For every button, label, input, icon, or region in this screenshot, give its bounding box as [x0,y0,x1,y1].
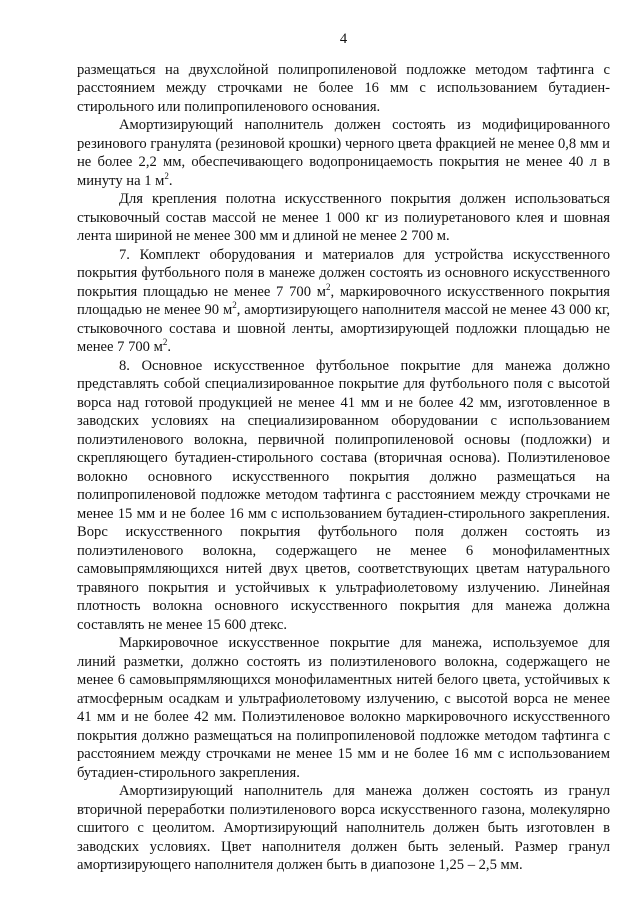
paragraph-filler-granules: Амортизирующий наполнитель для манежа должен состоять из гранул вторичной переработки полиэтиленового ворса искусственного газона, молекулярно сшитого с цеолитом. Амортизирующий наполнитель должен быть изготовлен в заводских условиях. Цвет наполнителя должен быть зеленый. Размер гранул амортизирующего наполнителя должен быть в диапозоне 1,25 – 2,5 мм. [77,783,610,873]
paragraph-continuation: размещаться на двухслойной полипропиленовой подложке методом тафтинга с расстоянием между строчками не более 16 мм с использованием бутадиен-стирольного или полипропиленового основания. [77,61,610,115]
paragraph-item-8: 8. Основное искусственное футбольное покрытие для манежа должно представлять собой специализированное покрытие для футбольного поля с высотой ворса над готовой продукцией не менее 41 мм и не более 42 мм, изготовленное в заводских условиях на специализированном оборудовании с использованием полиэтиленового волокна, первичной полипропиленовой основы (подложки) и скрепляющего бутадиен-стирольного состава (вторичная основа). Полиэтиленовое волокно основного искусственного покрытия должно размещаться на полипропиленовой подложке методом тафтинга с расстоянием между строчками не менее 15 мм и не более 16 мм с использованием бутадиен-стирольного закрепления. Ворс искусственного покрытия футбольного поля должен состоять из полиэтиленового волокна, содержащего не менее 6 монофиламентных самовыпрямляющихся нитей двух цветов, соответствующих цветам натурального травяного покрытия и устойчивых к ультрафиолетовому излучению. Линейная плотность волокна основного искусственного покрытия для манежа должна составлять не менее 15 600 дтекс. [77,357,610,633]
page-number: 4 [339,31,348,47]
paragraph-item-7: 7. Комплект оборудования и материалов для устройства искусственного покрытия футбольного поля в манеже должен состоять из основного искусственного покрытия площадью не менее 7 700 $м^2$, маркировочного искусственного покрытия площадью не менее 90 $м^2$, амортизирующего наполнителя массой не менее 43 000 кг, стыковочного состава и шовной ленты, амортизирующей подложки площадью не менее 7 700 $м^2$. [77,246,610,355]
paragraph-joining-compound: Для крепления полотна искусственного покрытия должен использоваться стыковочный состав массой не менее 1 000 кг из полиуретанового клея и шовная лента шириной не менее 300 мм и длиной не менее 2 700 м. [77,191,610,244]
paragraph-marking-covering: Маркировочное искусственное покрытие для манежа, используемое для линий разметки, должно состоять из полиэтиленового волокна, содержащего не менее 6 самовыпрямляющихся монофиламентных нитей белого цвета, устойчивых к атмосферным осадкам и ультрафиолетовому излучению, с высотой ворса не менее 41 мм и не более 42 мм. Полиэтиленовое волокно маркировочного искусственного покрытия должно размещаться на полипропиленовой подложке методом тафтинга с расстоянием между строчками не менее 15 мм и не более 16 мм с использованием бутадиен-стирольного закрепления. [77,635,610,781]
paragraph-shock-absorbing-filler: Амортизирующий наполнитель должен состоять из модифицированного резинового гранулята (резиновой крошки) черного цвета фракцией не менее 0,8 мм и не более 2,2 мм, обеспечивающего водопроницаемость покрытия не менее 40 л в минуту на 1 $м^2$. [77,117,610,189]
